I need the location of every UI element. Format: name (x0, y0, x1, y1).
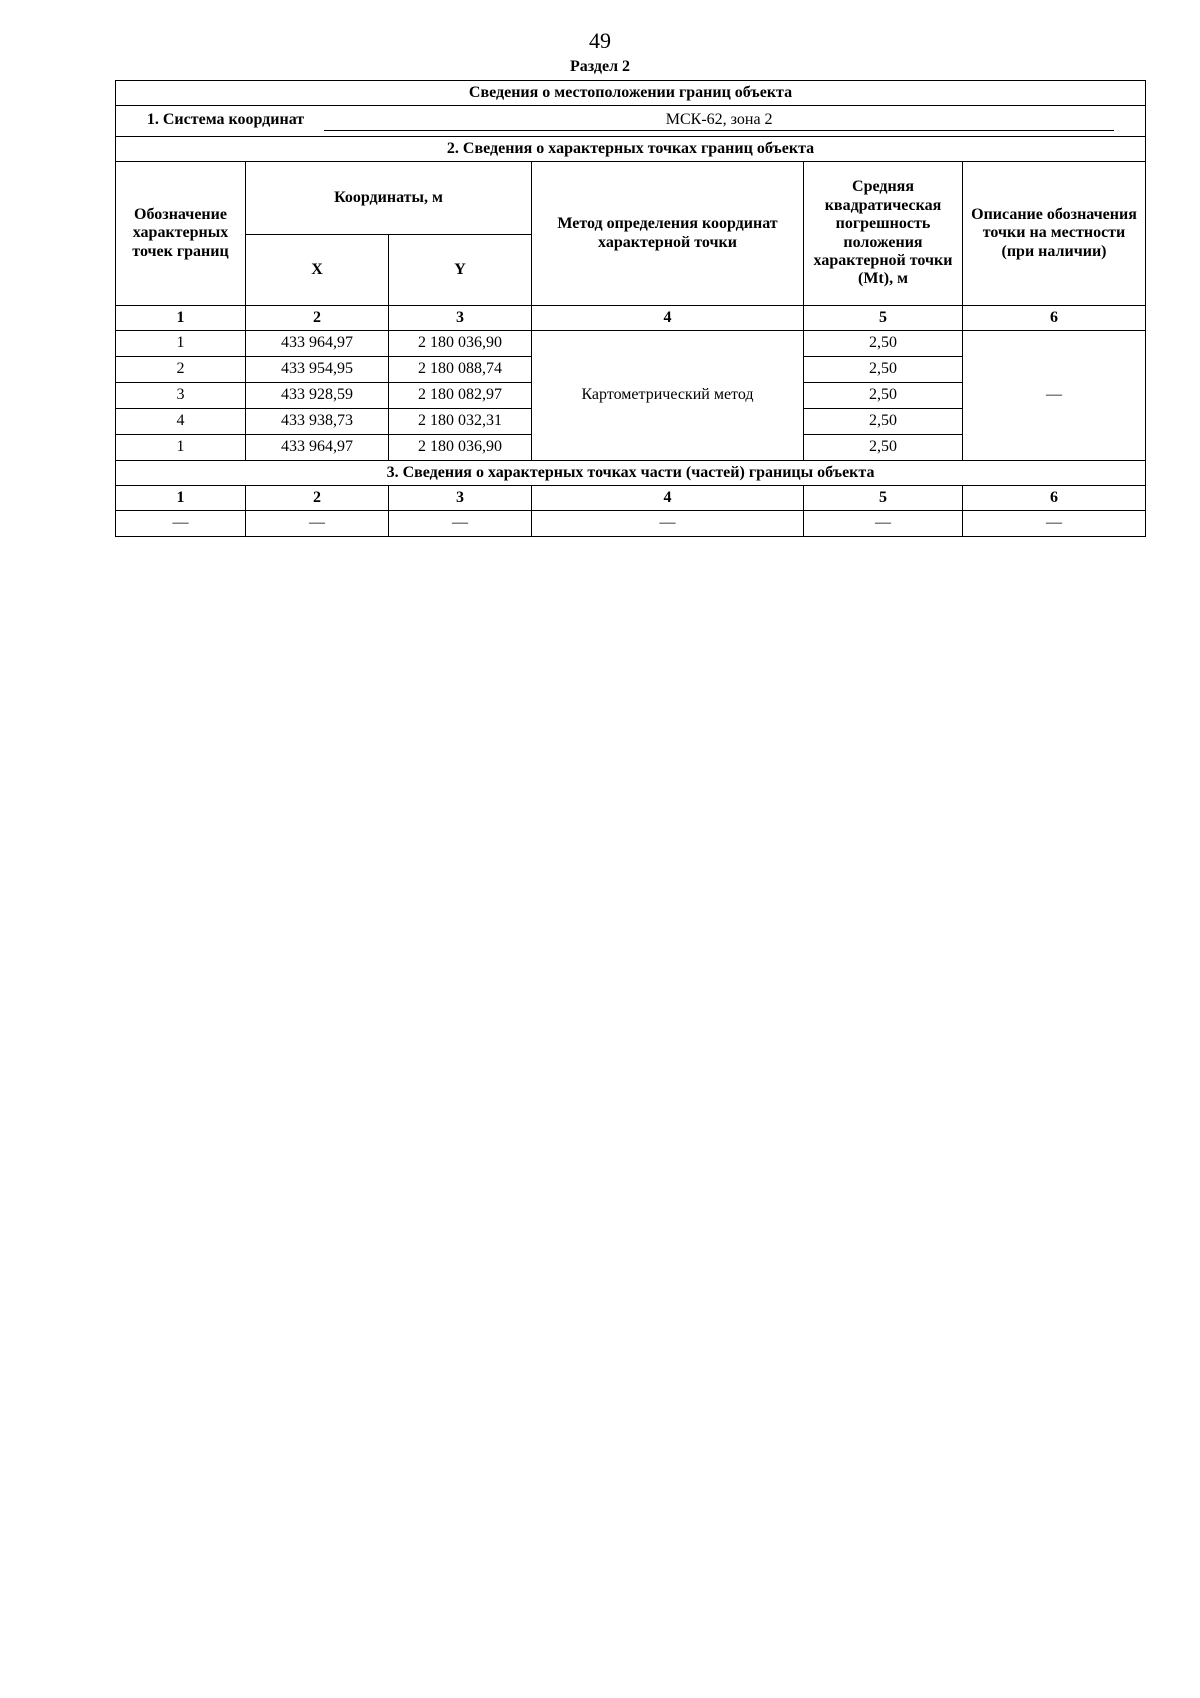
header-y: Y (389, 235, 532, 306)
table-row (116, 331, 1146, 357)
point-y: 2 180 082,97 (389, 383, 532, 409)
column-number: 2 (246, 306, 389, 331)
parts-cell: — (116, 511, 246, 537)
parts-section-title: 3. Сведения о характерных точках части (частей) границы объекта (116, 461, 1146, 486)
table-row (116, 511, 1146, 537)
column-number: 3 (389, 486, 532, 511)
point-x: 433 964,97 (246, 331, 389, 357)
point-id: 1 (116, 331, 246, 357)
column-number: 1 (116, 306, 246, 331)
parts-cell: — (963, 511, 1146, 537)
point-id: 3 (116, 383, 246, 409)
column-number: 6 (963, 486, 1146, 511)
column-number: 4 (532, 486, 804, 511)
section-title: Раздел 2 (569, 58, 631, 75)
column-number: 4 (532, 306, 804, 331)
point-id: 4 (116, 409, 246, 435)
point-mt: 2,50 (804, 331, 963, 357)
parts-cell: — (804, 511, 963, 537)
header-coordinates: Координаты, м (246, 162, 532, 235)
column-number: 3 (389, 306, 532, 331)
column-number: 6 (963, 306, 1146, 331)
parts-cell: — (389, 511, 532, 537)
point-id: 1 (116, 435, 246, 461)
point-y: 2 180 032,31 (389, 409, 532, 435)
point-x: 433 954,95 (246, 357, 389, 383)
point-y: 2 180 088,74 (389, 357, 532, 383)
coordinate-system-row (116, 106, 1146, 137)
method-value: Картометрический метод (532, 331, 804, 461)
coordinate-system-label: 1. Система координат (146, 111, 305, 129)
point-y: 2 180 036,90 (389, 435, 532, 461)
point-id: 2 (116, 357, 246, 383)
boundary-table (115, 80, 1146, 537)
point-mt: 2,50 (804, 357, 963, 383)
points-section-title: 2. Сведения о характерных точках границ объекта (116, 137, 1146, 162)
column-number: 1 (116, 486, 246, 511)
point-x: 433 938,73 (246, 409, 389, 435)
header-error: Средняя квадратическая погрешность положения характерной точки (Mt), м (804, 162, 963, 306)
header-x: X (246, 235, 389, 306)
header-method: Метод определения координат характерной точки (532, 162, 804, 306)
parts-column-numbers-row (116, 486, 1146, 511)
point-mt: 2,50 (804, 435, 963, 461)
column-number: 2 (246, 486, 389, 511)
header-description: Описание обозначения точки на местности (при наличии) (963, 162, 1146, 306)
table-title: Сведения о местоположении границ объекта (116, 81, 1146, 106)
point-y: 2 180 036,90 (389, 331, 532, 357)
point-mt: 2,50 (804, 383, 963, 409)
header-designation: Обозначение характерных точек границ (116, 162, 246, 306)
point-x: 433 964,97 (246, 435, 389, 461)
point-x: 433 928,59 (246, 383, 389, 409)
parts-cell: — (532, 511, 804, 537)
page-number: 49 (589, 28, 611, 53)
column-number: 5 (804, 486, 963, 511)
column-numbers-row (116, 306, 1146, 331)
point-mt: 2,50 (804, 409, 963, 435)
column-number: 5 (804, 306, 963, 331)
parts-cell: — (246, 511, 389, 537)
coordinate-system-value: МСК-62, зона 2 (324, 111, 1114, 130)
description-value: — (963, 331, 1146, 461)
